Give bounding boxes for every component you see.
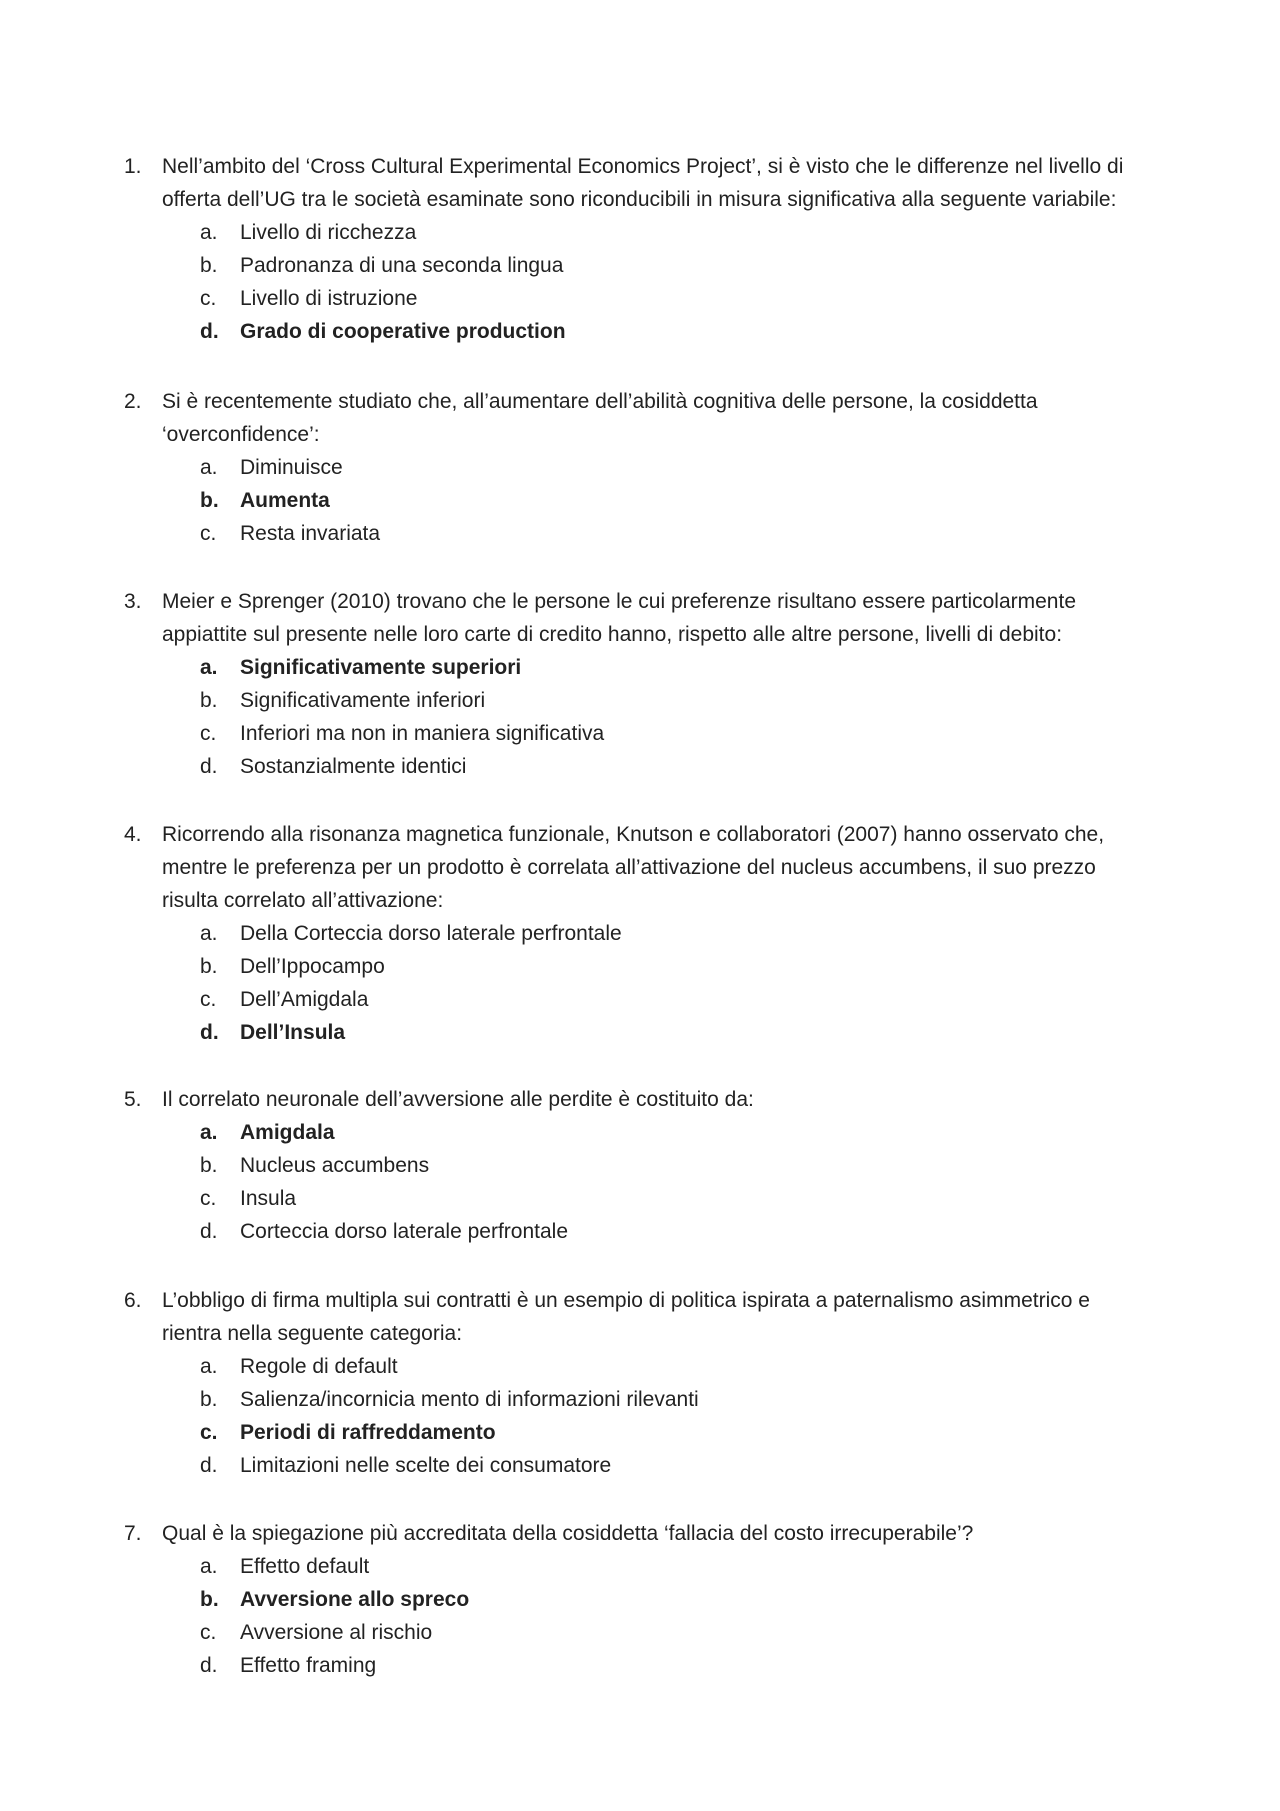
option-letter: b.	[200, 1154, 218, 1177]
answer-option	[0, 750, 1280, 783]
question-text: risulta correlato all’attivazione:	[162, 889, 444, 912]
question-number: 5.	[124, 1088, 142, 1111]
answer-option-correct	[0, 1016, 1280, 1049]
question-text: Meier e Sprenger (2010) trovano che le persone le cui preferenze risultano essere particolarmente	[162, 590, 1076, 613]
option-letter: b.	[200, 955, 218, 978]
option-letter: c.	[200, 1187, 217, 1210]
answer-option	[0, 451, 1280, 484]
option-letter: a.	[200, 1355, 218, 1378]
option-text: Corteccia dorso laterale perfrontale	[240, 1220, 569, 1243]
answer-option-correct	[0, 1583, 1280, 1616]
option-letter: d.	[200, 755, 218, 778]
option-text: Padronanza di una seconda lingua	[240, 254, 564, 277]
option-letter: a.	[200, 1121, 218, 1144]
question-number: 6.	[124, 1289, 142, 1312]
answer-option	[0, 282, 1280, 315]
option-text: Nucleus accumbens	[240, 1154, 430, 1177]
question-text: Ricorrendo alla risonanza magnetica funzionale, Knutson e collaboratori (2007) hanno osservato che,	[162, 823, 1105, 846]
option-letter: c.	[200, 722, 217, 745]
option-letter: d.	[200, 1220, 218, 1243]
option-letter: a.	[200, 922, 218, 945]
option-text: Effetto default	[240, 1555, 370, 1578]
option-text: Dell’Amigdala	[240, 988, 369, 1011]
question-text-line	[0, 585, 1280, 618]
option-text: Salienza/incornicia mento di informazioni rilevanti	[240, 1388, 699, 1411]
option-text: Livello di ricchezza	[240, 221, 417, 244]
option-text: Dell’Ippocampo	[240, 955, 385, 978]
answer-option-correct	[0, 484, 1280, 517]
question-text: rientra nella seguente categoria:	[162, 1322, 463, 1345]
question-text: ‘overconfidence’:	[162, 423, 320, 446]
question-number: 1.	[124, 155, 142, 178]
option-letter: d.	[200, 320, 219, 343]
answer-option	[0, 983, 1280, 1016]
option-text: Livello di istruzione	[240, 287, 418, 310]
answer-option-correct	[0, 1416, 1280, 1449]
answer-option	[0, 1215, 1280, 1248]
question-text: mentre le preferenza per un prodotto è correlata all’attivazione del nucleus accumbens, il suo prezzo	[162, 856, 1096, 879]
option-text: Diminuisce	[240, 456, 343, 479]
option-letter: b.	[200, 1588, 219, 1611]
option-letter: a.	[200, 456, 218, 479]
option-text: Effetto framing	[240, 1654, 377, 1677]
option-text: Significativamente superiori	[240, 656, 522, 679]
answer-option	[0, 1182, 1280, 1215]
option-letter: c.	[200, 1621, 217, 1644]
answer-option	[0, 917, 1280, 950]
answer-option	[0, 1149, 1280, 1182]
answer-option	[0, 717, 1280, 750]
option-text: Inferiori ma non in maniera significativa	[240, 722, 605, 745]
answer-option-correct	[0, 315, 1280, 348]
question-text-line	[0, 183, 1280, 216]
option-letter: c.	[200, 988, 217, 1011]
option-letter: c.	[200, 522, 217, 545]
question-text: Nell’ambito del ‘Cross Cultural Experimental Economics Project’, si è visto che le differenze nel livello di	[162, 155, 1124, 178]
question-number: 2.	[124, 390, 142, 413]
option-text: Limitazioni nelle scelte dei consumatore	[240, 1454, 612, 1477]
answer-option	[0, 1550, 1280, 1583]
question-text: offerta dell’UG tra le società esaminate sono riconducibili in misura significativa alla seguente variabile:	[162, 188, 1117, 211]
answer-option	[0, 1350, 1280, 1383]
option-text: Insula	[240, 1187, 297, 1210]
question-text-line	[0, 618, 1280, 651]
question-text: appiattite sul presente nelle loro carte di credito hanno, rispetto alle altre persone, livelli di debito:	[162, 623, 1063, 646]
answer-option	[0, 1449, 1280, 1482]
option-letter: b.	[200, 689, 218, 712]
question-text-line	[0, 851, 1280, 884]
answer-option	[0, 950, 1280, 983]
option-letter: c.	[200, 287, 217, 310]
question-text-line	[0, 418, 1280, 451]
answer-option	[0, 517, 1280, 550]
question-text-line	[0, 1317, 1280, 1350]
answer-option-correct	[0, 651, 1280, 684]
answer-option	[0, 684, 1280, 717]
option-text: Periodi di raffreddamento	[240, 1421, 496, 1444]
question-text-line	[0, 1517, 1280, 1550]
option-letter: b.	[200, 254, 218, 277]
question-number: 7.	[124, 1522, 142, 1545]
question-text: Qual è la spiegazione più accreditata della cosiddetta ‘fallacia del costo irrecuperabile’?	[162, 1522, 974, 1545]
question-number: 3.	[124, 590, 142, 613]
answer-option-correct	[0, 1116, 1280, 1149]
option-text: Regole di default	[240, 1355, 398, 1378]
option-text: Sostanzialmente identici	[240, 755, 467, 778]
option-text: Aumenta	[240, 489, 330, 512]
question-text-line	[0, 818, 1280, 851]
option-letter: a.	[200, 656, 218, 679]
question-text-line	[0, 884, 1280, 917]
question-text: Si è recentemente studiato che, all’aumentare dell’abilità cognitiva delle persone, la cosiddetta	[162, 390, 1038, 413]
question-number: 4.	[124, 823, 142, 846]
option-text: Significativamente inferiori	[240, 689, 486, 712]
option-letter: d.	[200, 1454, 218, 1477]
option-letter: d.	[200, 1021, 219, 1044]
option-text: Amigdala	[240, 1121, 335, 1144]
question-text: L’obbligo di firma multipla sui contratti è un esempio di politica ispirata a paternalismo asimmetrico e	[162, 1289, 1090, 1312]
option-text: Avversione al rischio	[240, 1621, 433, 1644]
answer-option	[0, 216, 1280, 249]
option-letter: d.	[200, 1654, 218, 1677]
option-letter: a.	[200, 1555, 218, 1578]
question-text-line	[0, 385, 1280, 418]
option-letter: b.	[200, 489, 219, 512]
question-text: Il correlato neuronale dell’avversione alle perdite è costituito da:	[162, 1088, 754, 1111]
answer-option	[0, 1649, 1280, 1682]
option-text: Grado di cooperative production	[240, 320, 566, 343]
question-text-line	[0, 1284, 1280, 1317]
option-letter: a.	[200, 221, 218, 244]
answer-option	[0, 1383, 1280, 1416]
option-text: Dell’Insula	[240, 1021, 346, 1044]
question-text-line	[0, 150, 1280, 183]
option-text: Resta invariata	[240, 522, 381, 545]
answer-option	[0, 249, 1280, 282]
answer-option	[0, 1616, 1280, 1649]
question-text-line	[0, 1083, 1280, 1116]
option-text: Della Corteccia dorso laterale perfrontale	[240, 922, 622, 945]
option-letter: c.	[200, 1421, 218, 1444]
option-letter: b.	[200, 1388, 218, 1411]
option-text: Avversione allo spreco	[240, 1588, 470, 1611]
